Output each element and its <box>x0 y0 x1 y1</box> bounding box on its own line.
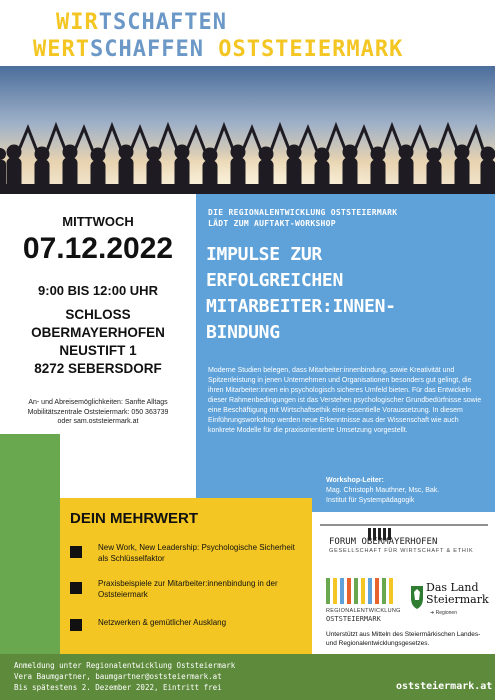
header-title-line2 <box>33 37 403 62</box>
forum-subtitle: GESELLSCHAFT FÜR WIRTSCHAFT & ETHIK <box>329 548 474 554</box>
funding-notice: Unterstützt aus Mitteln des Steiermärkischen Landes- und Regionalentwicklungsgesetzes. <box>326 631 481 647</box>
regionalentwicklung-label: REGIONALENTWICKLUNG <box>326 608 401 614</box>
footer-deadline: Bis spätestens 2. Dezember 2022, Eintritt frei <box>14 683 222 692</box>
event-location-line: SCHLOSS <box>65 307 131 322</box>
header-title-part: OSTSTEIERMARK <box>218 37 404 62</box>
workshop-leader-institute: Institut für Systempädagogik <box>326 497 415 504</box>
header-title-part: TSCHAFTEN <box>98 10 227 35</box>
event-weekday: MITTWOCH <box>62 214 134 229</box>
footer-contact: Vera Baumgartner, baumgartner@oststeiermark.at <box>14 672 222 681</box>
travel-info-line: oder sam.oststeiermark.at <box>57 418 139 425</box>
land-line: Das Land <box>426 581 479 594</box>
headline-line: ERFOLGREICHEN <box>206 270 343 291</box>
event-location-line: 8272 SEBERSDORF <box>34 361 162 376</box>
headline-line: BINDUNG <box>206 322 280 343</box>
travel-info-line: An- und Abreisemöglichkeiten: Sanfte Alltags <box>28 399 168 406</box>
bullet-square-icon <box>70 619 82 631</box>
workshop-leader-name: Mag. Christoph Mauthner, Msc, Bak. <box>326 487 440 494</box>
oststeiermark-label: OSTSTEIERMARK <box>326 615 381 623</box>
benefit-item: Netzwerken & gemütlicher Ausklang <box>98 618 227 627</box>
benefit-item: Praxisbeispiele zur Mitarbeiter:innenbindung in der Oststeiermark <box>98 579 278 599</box>
intro-kicker: DIE REGIONALENTWICKLUNG OSTSTEIERMARK <box>208 208 398 217</box>
benefits-title: DEIN MEHRWERT <box>70 510 199 527</box>
website-link[interactable]: oststeiermark.at <box>396 681 493 692</box>
steiermark-coat-of-arms-icon <box>410 582 424 610</box>
benefit-item: New Work, New Leadership: Psychologische Sicherheit als Schlüsselfaktor <box>98 543 295 563</box>
workshop-leader-label: Workshop-Leiter: <box>326 477 384 484</box>
event-time: 9:00 BIS 12:00 UHR <box>38 283 158 298</box>
land-line: Steiermark <box>426 593 489 606</box>
headline-line: IMPULSE ZUR <box>206 244 322 265</box>
travel-info-line: Mobilitätszentrale Oststeiermark: 050 363739 <box>27 408 169 416</box>
land-regionen-label: ➜ Regionen <box>430 610 457 616</box>
headline-line: MITARBEITER:INNEN- <box>206 296 396 317</box>
event-location-line: OBERMAYERHOFEN <box>31 325 165 340</box>
travel-info <box>0 398 196 427</box>
header-title-part: WERT <box>33 37 90 62</box>
land-steiermark-logo <box>426 582 489 606</box>
event-location-line: NEUSTIFT 1 <box>59 343 137 358</box>
event-date: 07.12.2022 <box>22 232 174 265</box>
green-accent-block <box>0 434 60 654</box>
header-title-part: SCHAFFEN <box>89 37 204 62</box>
header-title-part: WIR <box>56 10 99 35</box>
bullet-square-icon <box>70 546 82 558</box>
hero-photo-people-holding-hands <box>0 66 495 194</box>
forum-title: FORUM OBERMAYERHOFEN <box>329 537 438 547</box>
header-title-line1 <box>56 10 227 35</box>
intro-kicker: LÄDT ZUM AUFTAKT-WORKSHOP <box>208 219 336 228</box>
regionalentwicklung-logo <box>326 578 396 606</box>
footer-registration: Anmeldung unter Regionalentwicklung Oststeiermark <box>14 661 236 670</box>
bullet-square-icon <box>70 582 82 594</box>
intro-body-text: Moderne Studien belegen, dass Mitarbeiter:innenbindung, sowie Kreativität und Spitzenleistung in jenen Unternehmen und Organisationen besonders gut gelingt, die ihren Mitarbeiter:innen ein psychologisch sicheres Umfeld bieten. Für das Entwickeln dieser Rahmenbedingungen ist das Verstehen psychologischer Grundbedürfnisse sowie eine Beschäftigung mit Wirtschaftsethik eine essentielle Voraussetzung. In diesem Einführungsworkshop werden neue Erkenntnisse aus der Wissenschaft wie auch konkrete Modelle für die praxisorientierte Umsetzung vorgestellt. <box>208 367 482 434</box>
